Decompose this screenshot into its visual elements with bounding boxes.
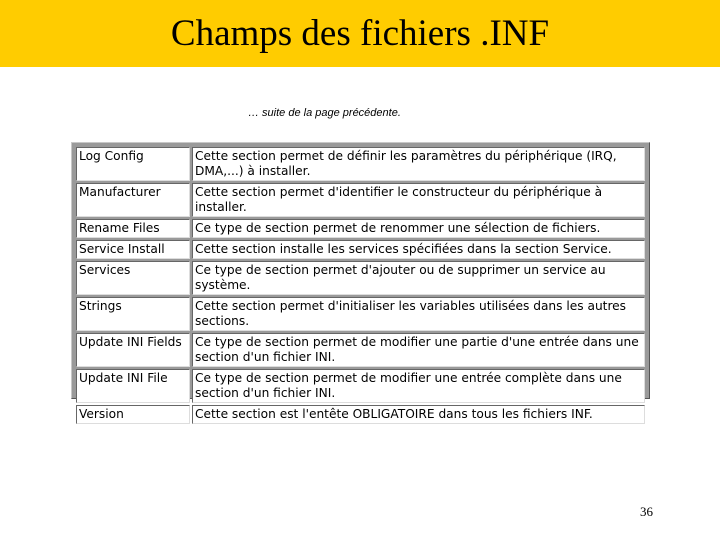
section-description: Cette section permet de définir les paramètres du périphérique (IRQ, DMA,...) à installer. — [192, 147, 645, 181]
section-name: Services — [76, 261, 190, 295]
section-name: Update INI File — [76, 369, 190, 403]
table-row — [76, 261, 645, 295]
section-name: Service Install — [76, 240, 190, 259]
section-description: Ce type de section permet d'ajouter ou de supprimer un service au système. — [192, 261, 645, 295]
table-row — [76, 297, 645, 331]
table-row — [76, 219, 645, 238]
section-description: Ce type de section permet de modifier une partie d'une entrée dans une section d'un fichier INI. — [192, 333, 645, 367]
inf-sections-table — [71, 142, 650, 421]
section-description: Cette section installe les services spécifiées dans la section Service. — [192, 240, 645, 259]
slide-title: Champs des fichiers .INF — [170, 13, 550, 54]
section-description: Cette section permet d'initialiser les variables utilisées dans les autres sections. — [192, 297, 645, 331]
table-row — [76, 147, 645, 181]
section-name: Strings — [76, 297, 190, 331]
section-name: Manufacturer — [76, 183, 190, 217]
section-description: Ce type de section permet de renommer une sélection de fichiers. — [192, 219, 645, 238]
section-description: Ce type de section permet de modifier une entrée complète dans une section d'un fichier INI. — [192, 369, 645, 403]
page-number: 36 — [640, 504, 653, 519]
section-name: Update INI Fields — [76, 333, 190, 367]
section-description: Cette section permet d'identifier le constructeur du périphérique à installer. — [192, 183, 645, 217]
section-name: Log Config — [76, 147, 190, 181]
slide-subtitle: … suite de la page précédente. — [248, 107, 401, 119]
section-name: Version — [76, 405, 190, 424]
table-row — [76, 369, 645, 403]
table-row — [76, 405, 645, 424]
table-row — [76, 333, 645, 367]
table-row — [76, 183, 645, 217]
section-description: Cette section est l'entête OBLIGATOIRE dans tous les fichiers INF. — [192, 405, 645, 424]
section-name: Rename Files — [76, 219, 190, 238]
table-row — [76, 240, 645, 259]
